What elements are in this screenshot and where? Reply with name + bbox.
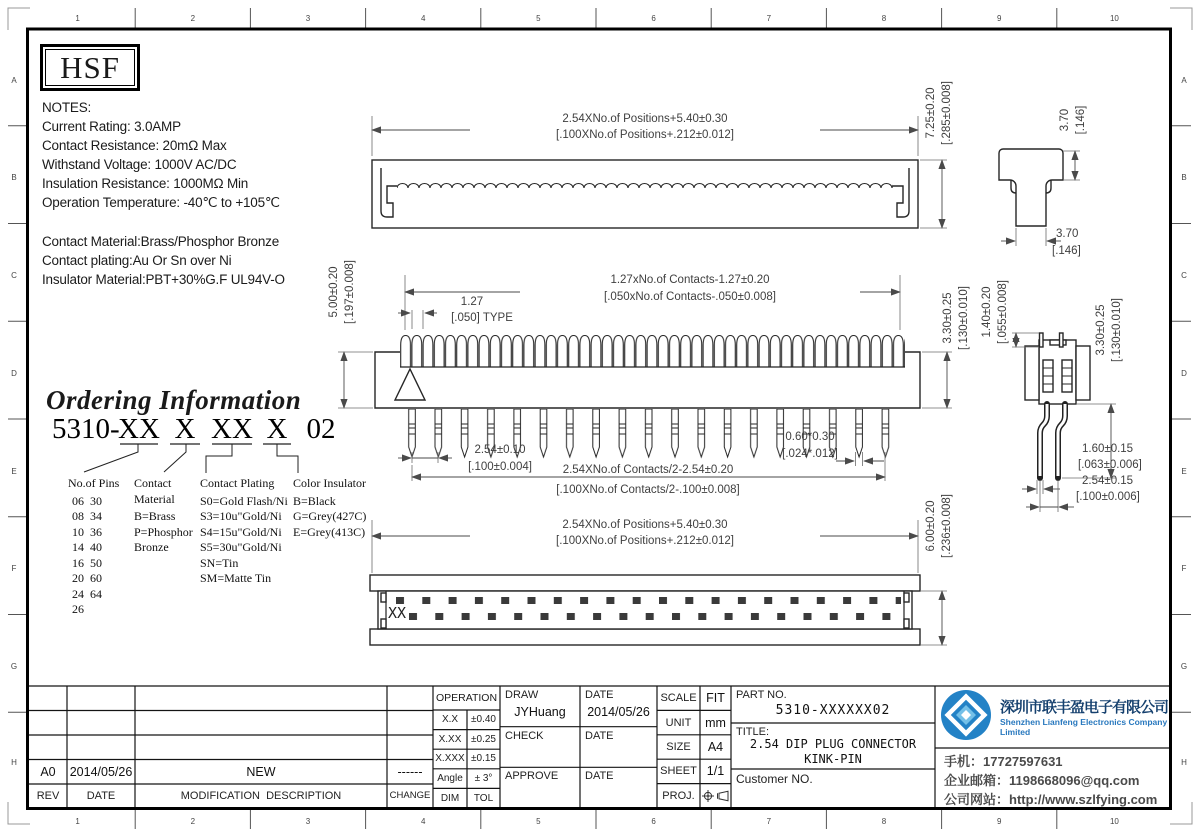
tol-val: TOL xyxy=(473,792,494,804)
hsf-logo-text: HSF xyxy=(45,49,135,86)
customer-no-label: Customer NO. xyxy=(736,772,813,786)
rev-date: 2014/05/26 xyxy=(69,764,133,779)
ordering-code-part: XX xyxy=(211,413,253,445)
svg-text:2.54XNo.of Contacts/2-2.54±0.2: 2.54XNo.of Contacts/2-2.54±0.20 xyxy=(562,464,734,476)
svg-text:[.050] TYPE: [.050] TYPE xyxy=(451,312,513,324)
svg-text:3.30±0.25: 3.30±0.25 xyxy=(942,292,954,344)
tol-dim: X.XXX xyxy=(435,753,465,765)
svg-text:B: B xyxy=(1181,173,1187,182)
svg-text:D: D xyxy=(1181,369,1187,378)
pin-holes-row2 xyxy=(409,613,901,620)
draw-date: 2014/05/26 xyxy=(587,705,650,719)
svg-text:2.54±0.10: 2.54±0.10 xyxy=(474,444,526,456)
svg-text:9: 9 xyxy=(996,14,1002,23)
hsf-logo xyxy=(40,44,140,91)
svg-text:3: 3 xyxy=(305,14,311,23)
svg-text:F: F xyxy=(1181,564,1187,573)
note-line: Withstand Voltage: 1000V AC/DC xyxy=(42,157,237,172)
svg-text:2: 2 xyxy=(190,817,196,826)
svg-text:10: 10 xyxy=(1109,817,1119,826)
ordering-col-pins: No.of Pins 06 30 08 34 10 36 14 40 16 50 20 60 24 64 26 xyxy=(68,476,120,616)
svg-text:[.236±0.008]: [.236±0.008] xyxy=(941,494,953,558)
view-middle xyxy=(338,275,952,481)
svg-text:[.024*.012]: [.024*.012] xyxy=(782,448,838,460)
svg-text:6: 6 xyxy=(651,14,656,23)
svg-text:[.100±0.006]: [.100±0.006] xyxy=(1076,491,1140,503)
svg-text:4: 4 xyxy=(420,817,426,826)
company-name-en: Shenzhen Lianfeng Electronics Company Limited xyxy=(1000,717,1168,737)
svg-text:[.130±0.010]: [.130±0.010] xyxy=(958,286,970,350)
ordering-code-part: X xyxy=(174,413,196,445)
svg-text:2: 2 xyxy=(190,14,196,23)
part-no-value: 5310-XXXXXX02 xyxy=(775,702,891,718)
svg-text:A: A xyxy=(1181,76,1187,85)
part-title-line2: KINK-PIN xyxy=(804,751,862,766)
ordering-col-plating: Contact Plating S0=Gold Flash/Ni S3=10u"Gold/Ni S4=15u"Gold/Ni S5=30u"Gold/Ni SN=Tin SM=Matte Tin xyxy=(200,476,288,585)
notes-block xyxy=(42,98,362,212)
size-value: A4 xyxy=(707,739,724,754)
svg-text:[.055±0.008]: [.055±0.008] xyxy=(997,280,1009,344)
svg-text:0.60*0.30: 0.60*0.30 xyxy=(785,431,835,443)
tolerance-header: OPERATION xyxy=(435,692,498,704)
svg-text:G: G xyxy=(1180,662,1188,671)
draw-label: DRAW xyxy=(505,689,539,701)
sheet-label: SHEET xyxy=(660,765,697,778)
approve-label: APPROVE xyxy=(505,770,559,782)
svg-text:[.100±0.004]: [.100±0.004] xyxy=(468,461,532,473)
notes-title: NOTES: xyxy=(42,100,92,115)
note-line: Operation Temperature: -40℃ to +105℃ xyxy=(42,195,280,210)
note-line: Insulator Material:PBT+30%G.F UL94V-O xyxy=(42,272,285,287)
housing-marking: XX xyxy=(388,604,407,622)
svg-text:10: 10 xyxy=(1109,14,1119,23)
change-header: CHANGE xyxy=(389,790,431,801)
svg-text:1.60±0.15: 1.60±0.15 xyxy=(1082,443,1134,455)
svg-text:5: 5 xyxy=(536,817,541,826)
note-line: Contact plating:Au Or Sn over Ni xyxy=(42,253,232,268)
svg-text:[.146]: [.146] xyxy=(1075,105,1087,135)
ordering-code-part: 02 xyxy=(306,413,336,445)
svg-text:1.27xNo.of Contacts-1.27±0.20: 1.27xNo.of Contacts-1.27±0.20 xyxy=(610,274,770,286)
svg-text:E: E xyxy=(1181,467,1187,476)
draw-name: JYHuang xyxy=(514,705,566,719)
svg-text:H: H xyxy=(11,758,17,767)
material-notes-block xyxy=(42,232,372,289)
approve-date-label: DATE xyxy=(585,770,614,782)
ordering-col-material: Contact Material B=Brass P=Phosphor Bronze xyxy=(134,476,193,554)
rev-value: A0 xyxy=(40,764,56,779)
svg-text:7.25±0.20: 7.25±0.20 xyxy=(925,87,937,139)
svg-text:C: C xyxy=(1181,271,1187,280)
svg-text:[.100XNo.of Contacts/2-.100±0.: [.100XNo.of Contacts/2-.100±0.008] xyxy=(556,484,740,496)
svg-text:3.70: 3.70 xyxy=(1059,108,1071,132)
tol-dim: Angle xyxy=(437,773,463,785)
scale-value: FIT xyxy=(706,691,725,706)
svg-text:5.00±0.20: 5.00±0.20 xyxy=(328,266,340,318)
rev-header: REV xyxy=(36,789,60,802)
company-name-cn: 深圳市联丰盈电子有限公司 xyxy=(1000,699,1169,716)
check-date-label: DATE xyxy=(585,730,614,742)
svg-text:[.100XNo.of Positions+.212±0.0: [.100XNo.of Positions+.212±0.012] xyxy=(556,535,734,547)
svg-text:8: 8 xyxy=(881,817,887,826)
tol-val: ± 3° xyxy=(474,773,493,785)
ordering-leaders xyxy=(84,444,298,473)
tol-dim: DIM xyxy=(440,792,460,804)
svg-text:G: G xyxy=(10,662,18,671)
svg-text:[.130±0.010]: [.130±0.010] xyxy=(1111,298,1123,362)
note-line: Insulation Resistance: 1000MΩ Min xyxy=(42,176,249,191)
svg-text:3.30±0.25: 3.30±0.25 xyxy=(1095,304,1107,356)
company-logo xyxy=(938,689,994,743)
rev-change: ------ xyxy=(397,764,423,779)
svg-text:1: 1 xyxy=(75,817,80,826)
svg-text:2.54XNo.of Positions+5.40±0.30: 2.54XNo.of Positions+5.40±0.30 xyxy=(562,519,728,531)
svg-text:[.100XNo.of Positions+.212±0.0: [.100XNo.of Positions+.212±0.012] xyxy=(556,129,734,141)
note-line: Current Rating: 3.0AMP xyxy=(42,119,181,134)
svg-text:D: D xyxy=(11,369,17,378)
check-label: CHECK xyxy=(505,730,544,742)
svg-text:H: H xyxy=(1181,758,1187,767)
ordering-code-prefix: 5310- xyxy=(52,413,120,445)
svg-text:1.27: 1.27 xyxy=(460,296,484,308)
svg-text:4: 4 xyxy=(420,14,426,23)
part-title-line1: 2.54 DIP PLUG CONNECTOR xyxy=(749,736,917,751)
svg-text:1: 1 xyxy=(75,14,80,23)
svg-text:[.197±0.008]: [.197±0.008] xyxy=(344,260,356,324)
part-no-label: PART NO. xyxy=(736,689,787,701)
svg-text:7: 7 xyxy=(766,14,772,23)
svg-text:B: B xyxy=(11,173,17,182)
ordering-code-part: X xyxy=(266,413,288,445)
tol-val: ±0.15 xyxy=(471,753,496,765)
scale-label: SCALE xyxy=(660,692,697,705)
company-email: 企业邮箱：1198668096@qq.com xyxy=(944,773,1140,788)
company-phone: 手机：17727597631 xyxy=(944,754,1063,769)
ordering-col-color: Color Insulator B=Black G=Grey(427C) E=Grey(413C) xyxy=(293,476,367,539)
svg-text:3: 3 xyxy=(305,817,311,826)
svg-text:1.40±0.20: 1.40±0.20 xyxy=(981,286,993,338)
svg-text:7: 7 xyxy=(766,817,772,826)
note-line: Contact Resistance: 20mΩ Max xyxy=(42,138,227,153)
svg-text:[.063±0.006]: [.063±0.006] xyxy=(1078,459,1142,471)
svg-text:3.70: 3.70 xyxy=(1056,228,1079,240)
pin-holes-row1 xyxy=(396,597,901,604)
svg-text:E: E xyxy=(11,467,17,476)
title-label: TITLE: xyxy=(736,726,770,738)
ordering-title: Ordering Information xyxy=(46,385,302,415)
svg-text:C: C xyxy=(11,271,17,280)
sheet-value: 1/1 xyxy=(706,764,725,779)
proj-label: PROJ. xyxy=(662,789,695,802)
kink-pins xyxy=(1040,404,1065,478)
projection-symbol-icon xyxy=(700,784,731,808)
size-label: SIZE xyxy=(666,740,691,753)
svg-text:[.050xNo.of Contacts-.050±0.00: [.050xNo.of Contacts-.050±0.008] xyxy=(604,291,776,303)
note-line: Contact Material:Brass/Phosphor Bronze xyxy=(42,234,280,249)
svg-text:5: 5 xyxy=(536,14,541,23)
tol-dim: X.XX xyxy=(438,733,462,745)
svg-text:2.54XNo.of Positions+5.40±0.30: 2.54XNo.of Positions+5.40±0.30 xyxy=(562,113,728,125)
date-header: DATE xyxy=(86,789,116,802)
svg-text:F: F xyxy=(11,564,17,573)
svg-text:6: 6 xyxy=(651,817,656,826)
svg-text:8: 8 xyxy=(881,14,887,23)
draw-date-label: DATE xyxy=(585,689,614,701)
svg-text:[.146]: [.146] xyxy=(1052,245,1081,257)
company-website: 公司网站：http://www.szlfying.com xyxy=(944,792,1158,807)
svg-text:[.285±0.008]: [.285±0.008] xyxy=(941,81,953,145)
unit-value: mm xyxy=(705,715,726,730)
unit-label: UNIT xyxy=(665,716,692,729)
svg-text:2.54±0.15: 2.54±0.15 xyxy=(1082,475,1134,487)
svg-text:9: 9 xyxy=(996,817,1002,826)
rev-desc: NEW xyxy=(246,764,276,779)
svg-text:A: A xyxy=(11,76,17,85)
tol-val: ±0.40 xyxy=(471,714,496,726)
ordering-code-part: XX xyxy=(118,413,160,445)
tol-dim: X.X xyxy=(441,714,459,726)
tol-val: ±0.25 xyxy=(471,733,496,745)
modification-header: MODIFICATION DESCRIPTION xyxy=(180,789,342,802)
svg-text:6.00±0.20: 6.00±0.20 xyxy=(925,500,937,552)
